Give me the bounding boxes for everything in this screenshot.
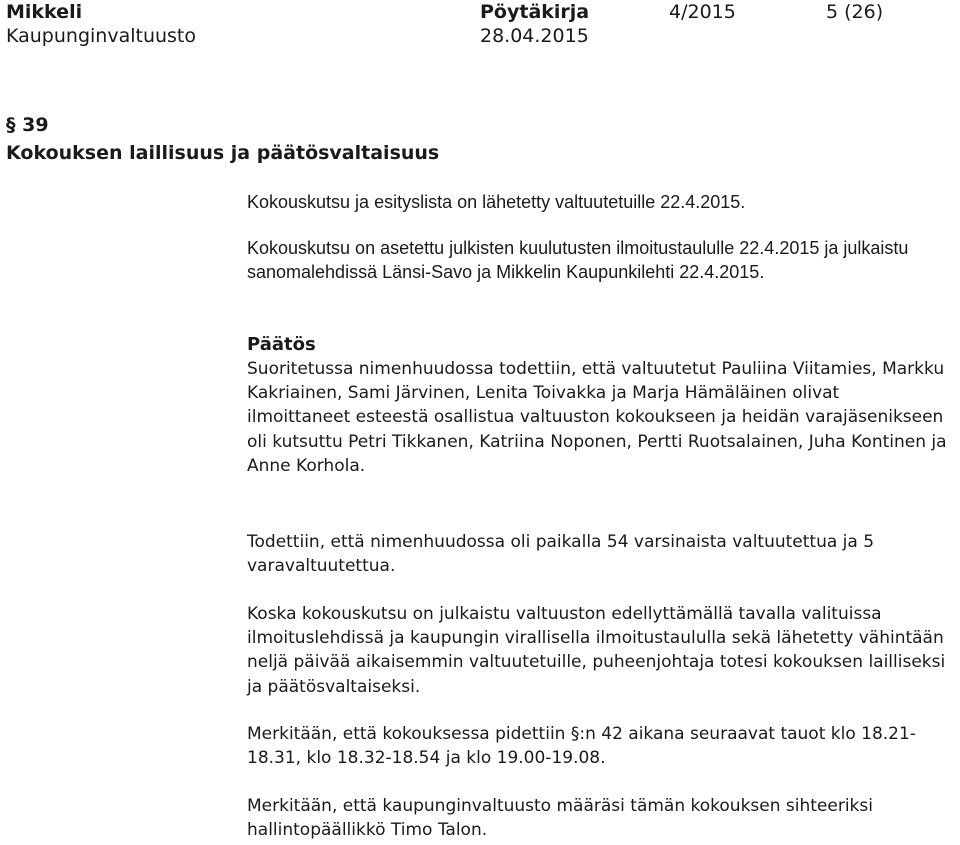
decision-paragraph-roll-call: Suoritetussa nimenhuudossa todettiin, että valtuutetut Pauliina Viitamies, Markku Kakriainen, Sami Järvinen, Lenita Toivakka ja Marja Hämäläinen olivat ilmoittaneet esteestä osallistua valtuuston kokoukseen ja heidän varajäsenikseen oli kutsuttu Petri Tikkanen, Katriina Noponen, Pertti Ruotsalainen, Juha Kontinen ja Anne Korhola. <box>247 359 947 476</box>
body-name: Kaupunginvaltuusto <box>6 25 197 47</box>
organization-name: Mikkeli <box>6 1 83 23</box>
intro-paragraph-invitation: Kokouskutsu ja esityslista on lähetetty valtuutetuille 22.4.2015. <box>247 192 746 212</box>
document-type: Pöytäkirja <box>480 1 590 23</box>
section-title: Kokouksen laillisuus ja päätösvaltaisuus <box>6 142 440 164</box>
meeting-date: 28.04.2015 <box>480 25 589 47</box>
decision-paragraph-attendance: Todettiin, että nimenhuudossa oli paikalla 54 varsinaista valtuutettua ja 5 varavaltuutettua. <box>247 532 875 577</box>
decision-paragraph-quorum: Koska kokouskutsu on julkaistu valtuuston edellyttämällä tavalla valituissa ilmoituslehdissä ja kaupungin virallisella ilmoitustaululla sekä lähetetty vähintään neljä päivää aikaisemmin valtuutetuille, puheenjohtaja totesi kokouksen lailliseksi ja päätösvaltaiseksi. <box>247 604 946 697</box>
page-number: 5 (26) <box>826 1 884 23</box>
decision-paragraph-secretary: Merkitään, että kaupunginvaltuusto määräsi tämän kokouksen sihteeriksi hallintopäällikkö Timo Talon. <box>247 796 873 841</box>
decision-paragraph-breaks: Merkitään, että kokouksessa pidettiin §:n 42 aikana seuraavat tauot klo 18.21-18.31, klo 18.32-18.54 ja klo 19.00-19.08. <box>247 724 916 769</box>
decision-heading: Päätös <box>247 334 316 355</box>
section-number: § 39 <box>6 114 49 136</box>
minutes-number: 4/2015 <box>669 1 736 23</box>
intro-paragraph-announcement: Kokouskutsu on asetettu julkisten kuulutusten ilmoitustaululle 22.4.2015 ja julkaistu sanomalehdissä Länsi-Savo ja Mikkelin Kaupunkilehti 22.4.2015. <box>247 238 909 282</box>
